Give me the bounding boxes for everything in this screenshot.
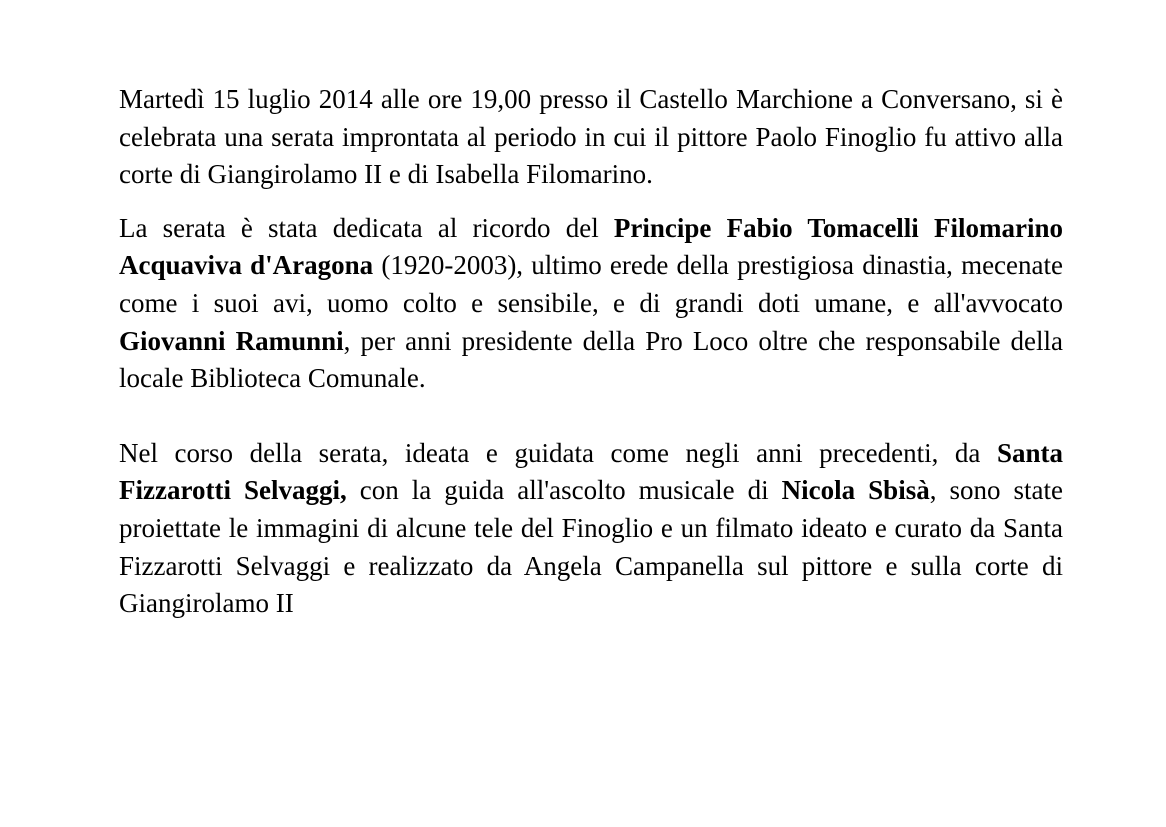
bold-name-fizzarotti: Santa Fizzarotti Selvaggi,: [119, 437, 1063, 506]
bold-name-sbisa: Nicola Sbisà: [781, 475, 930, 506]
text-segment: , per anni presidente della Pro Loco oltre che responsabile della locale Biblioteca Comunale.: [119, 325, 1064, 394]
text-segment: con la guida all'ascolto musicale di: [346, 475, 782, 506]
text-segment: (1920-2003), ultimo erede della prestigiosa dinastia, mecenate come i suoi avi, uomo colto e sensibile, e di grandi doti umane, e all'avvocato: [119, 250, 1063, 318]
bold-name-principe: Principe Fabio Tomacelli Filomarino Acquaviva d'Aragona: [119, 212, 1063, 281]
document-body: [119, 81, 1063, 623]
text-segment: , sono state proiettate le immagini di alcune tele del Finoglio e un filmato ideato e curato da Santa Fizzarotti Selvaggi e realizzato da Angela Campanella sul pittore e sulla corte di Giangirolamo II: [119, 475, 1064, 619]
bold-name-ramunni: Giovanni Ramunni: [119, 325, 344, 356]
text-segment: Nel corso della serata, ideata e guidata come negli anni precedenti, da: [119, 437, 997, 468]
paragraph-dedication: [119, 210, 1063, 398]
text-segment: La serata è stata dedicata al ricordo del: [119, 212, 614, 243]
paragraph-event-intro: [119, 81, 1063, 194]
paragraph-evening-program: [119, 435, 1063, 623]
text-segment: Martedì 15 luglio 2014 alle ore 19,00 presso il Castello Marchione a Conversano, si è celebrata una serata improntata al periodo in cui il pittore Paolo Finoglio fu attivo alla corte di Giangirolamo II e di Isabella Filomarino.: [119, 84, 1063, 190]
